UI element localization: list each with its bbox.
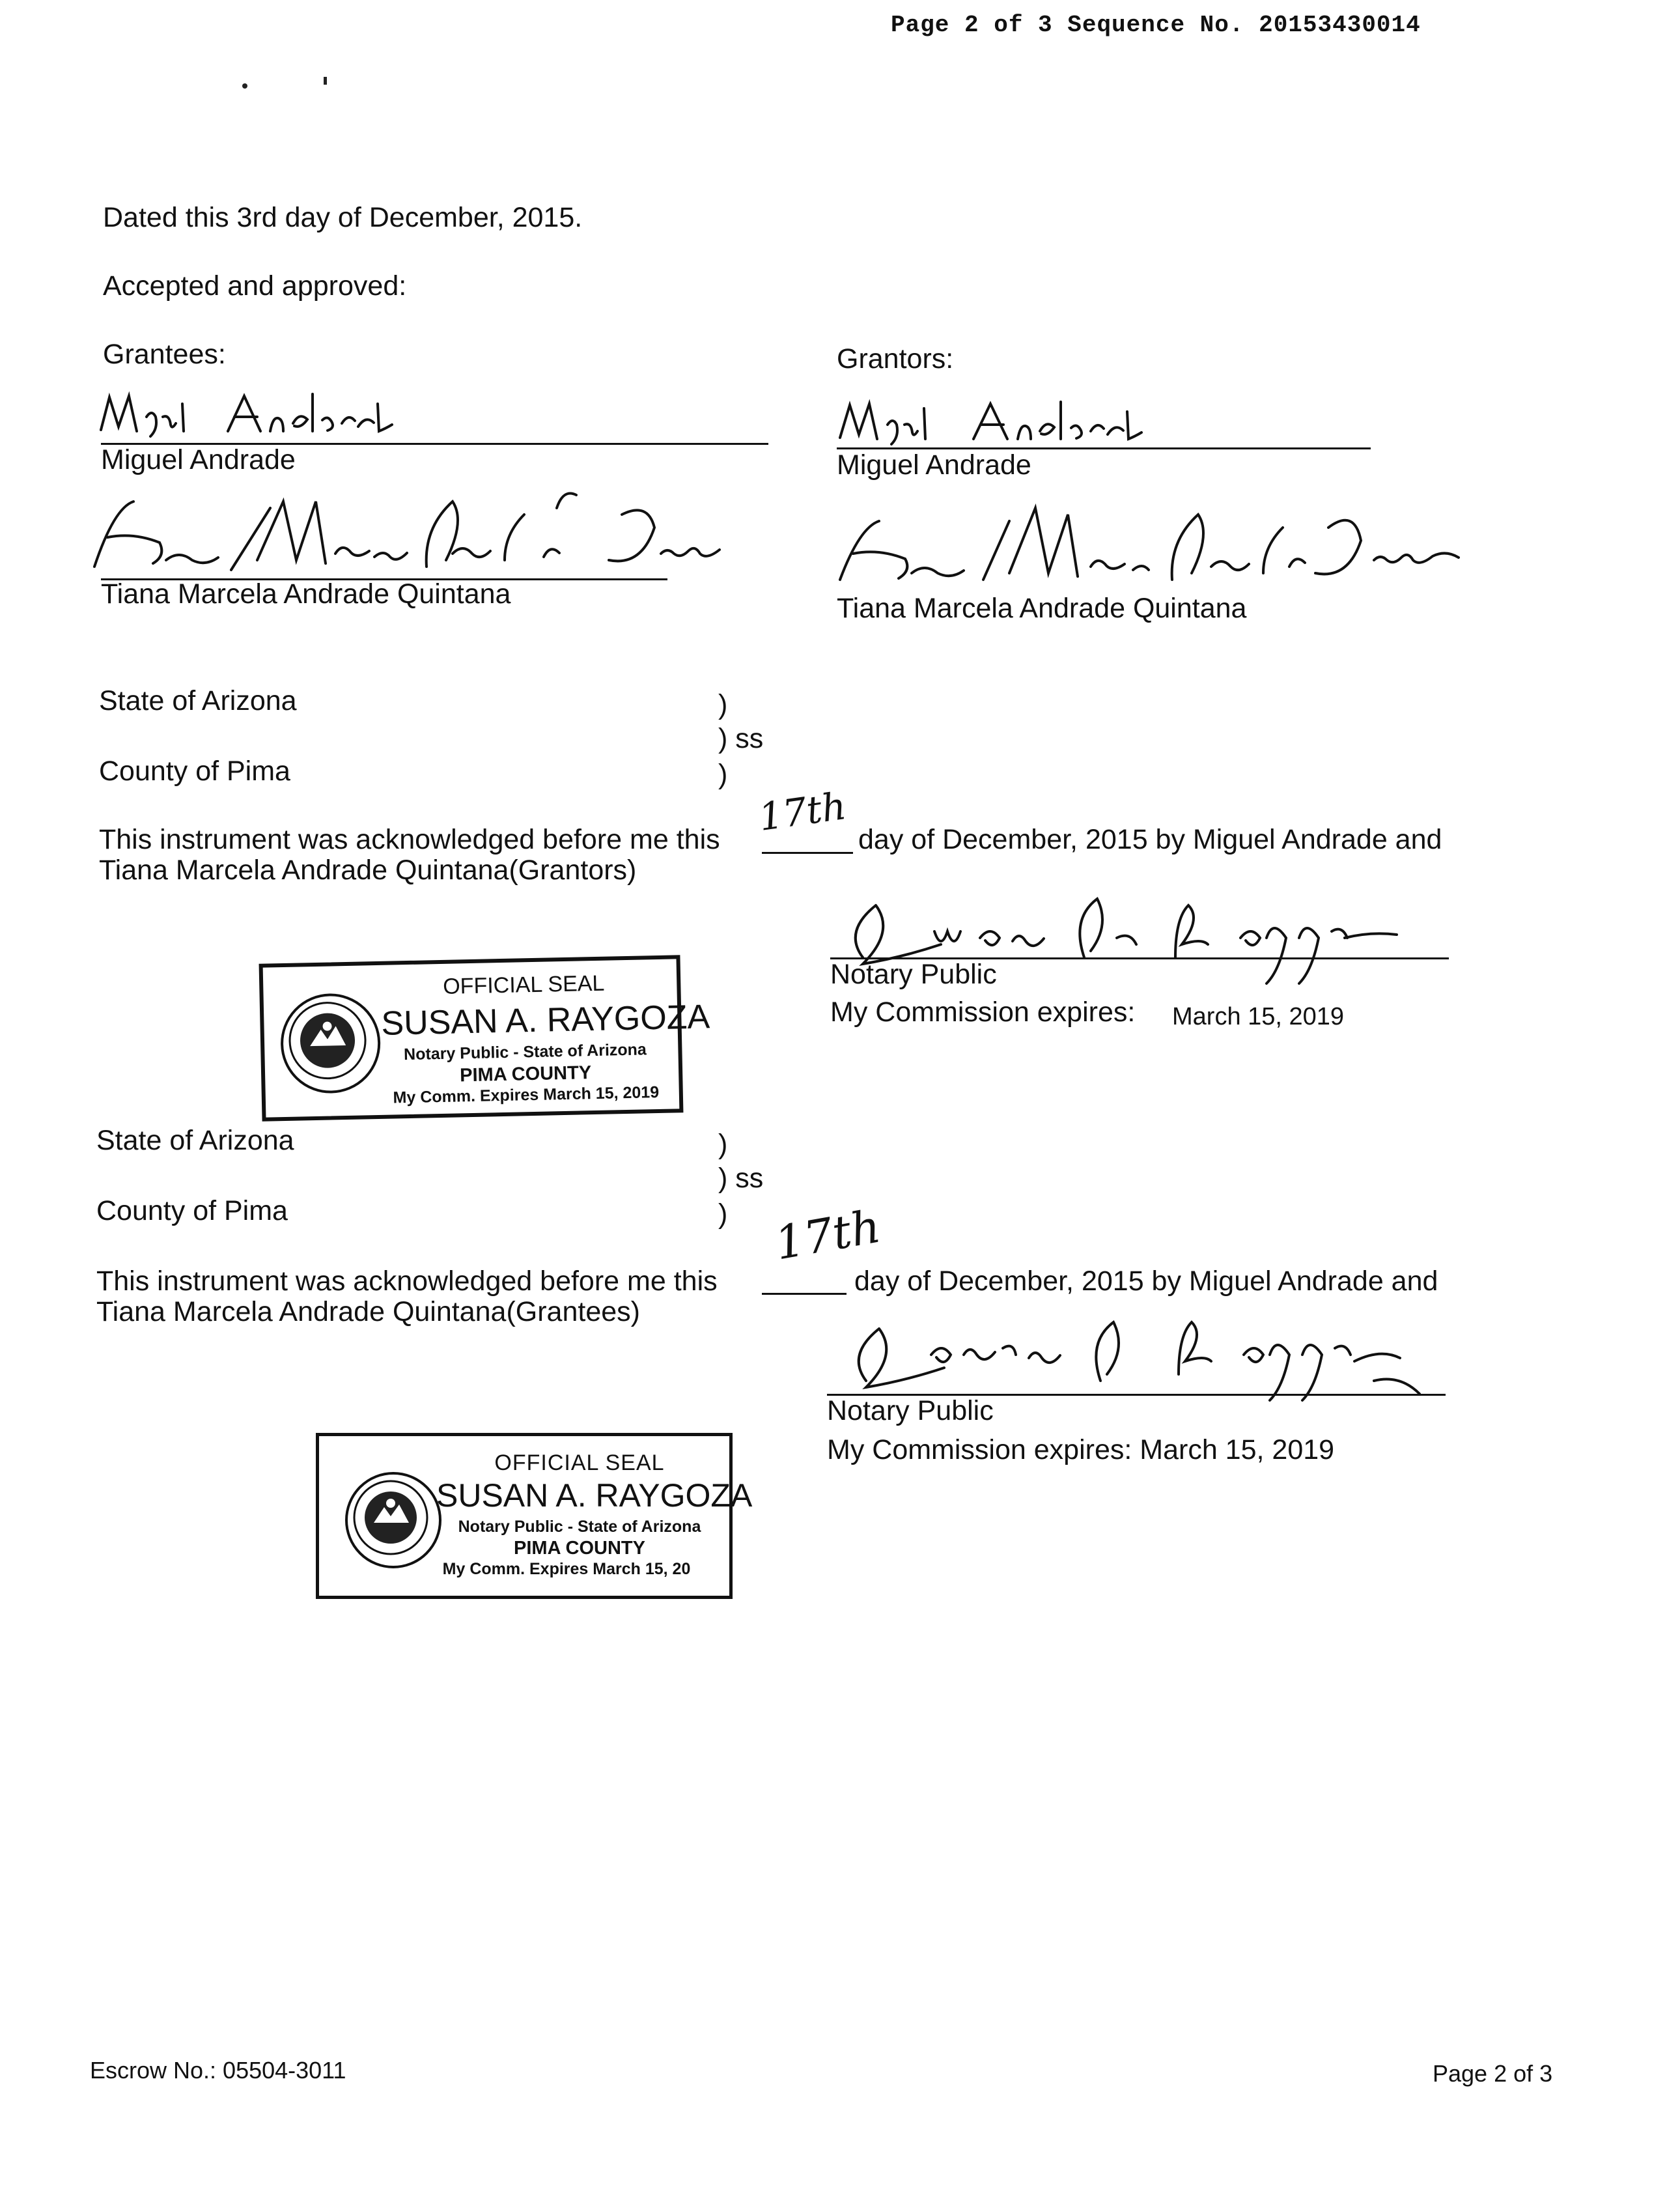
dated-line: Dated this 3rd day of December, 2015.: [103, 202, 583, 233]
arizona-seal-emblem: [280, 993, 382, 1094]
seal-line1: Notary Public - State of Arizona: [403, 1040, 647, 1064]
grantor-tiana-signature: [833, 495, 1472, 596]
scan-speck: [242, 83, 247, 89]
escrow-number: Escrow No.: 05504-3011: [90, 2057, 346, 2084]
day-blank-line: [762, 852, 853, 854]
ack1-notary-public: Notary Public: [830, 959, 997, 990]
ack1-paren-ss: ) ss: [718, 723, 764, 754]
seal-line3: My Comm. Expires March 15, 2019: [393, 1082, 660, 1107]
grantee-signer2-name: Tiana Marcela Andrade Quintana: [101, 578, 511, 610]
ack2-line1-prefix: This instrument was acknowledged before me this: [96, 1266, 718, 1297]
seal-line2: PIMA COUNTY: [514, 1538, 645, 1559]
ack2-notary-public: Notary Public: [827, 1395, 994, 1426]
arizona-seal-emblem: [345, 1472, 441, 1568]
ack2-line1-suffix: day of December, 2015 by Miguel Andrade and: [854, 1266, 1438, 1297]
ack1-county: County of Pima: [99, 756, 290, 787]
grantor-signer2-name: Tiana Marcela Andrade Quintana: [837, 593, 1247, 624]
seal-line3: My Comm. Expires March 15, 20: [442, 1560, 691, 1578]
official-seal-stamp: [316, 1433, 753, 1599]
ack1-line1-suffix: day of December, 2015 by Miguel Andrade and: [858, 824, 1442, 855]
grantors-label: Grantors:: [837, 343, 954, 375]
seal-title: OFFICIAL SEAL: [442, 970, 605, 999]
ack2-paren-bottom: ): [718, 1198, 728, 1230]
day-blank-line: [762, 1293, 847, 1295]
ack2-paren-top: ): [718, 1129, 728, 1160]
accepted-line: Accepted and approved:: [103, 270, 407, 302]
scan-speck: [324, 77, 327, 85]
ack2-paren-ss: ) ss: [718, 1163, 764, 1194]
seal-title: OFFICIAL SEAL: [494, 1450, 665, 1475]
ack2-county: County of Pima: [96, 1195, 288, 1226]
grantor-miguel-signature: [837, 399, 1149, 451]
ack1-paren-top: ): [718, 689, 728, 720]
seal-line1: Notary Public - State of Arizona: [458, 1518, 701, 1536]
grantees-label: Grantees:: [103, 339, 226, 370]
ack1-commission-date: March 15, 2019: [1172, 1003, 1345, 1030]
ack2-line2: Tiana Marcela Andrade Quintana(Grantees): [96, 1296, 640, 1327]
ack1-line1-prefix: This instrument was acknowledged before me this: [99, 824, 720, 855]
ack2-commission: My Commission expires: March 15, 2019: [827, 1434, 1335, 1465]
page-number: Page 2 of 3: [1433, 2060, 1553, 2087]
grantee-miguel-signature: [98, 391, 397, 446]
ack2-state: State of Arizona: [96, 1125, 294, 1156]
grantor-signer1-name: Miguel Andrade: [837, 449, 1031, 481]
seal-line2: PIMA COUNTY: [459, 1062, 592, 1086]
ack1-paren-bottom: ): [718, 759, 728, 790]
ack2-handwritten-day: 17th: [771, 1199, 885, 1271]
ack1-handwritten-day: 17th: [755, 783, 849, 840]
grantee-tiana-signature: [88, 482, 739, 583]
ack1-state: State of Arizona: [99, 685, 297, 716]
seal-name: SUSAN A. RAYGOZA: [380, 998, 710, 1043]
official-seal-stamp: [259, 955, 710, 1121]
seal-name: SUSAN A. RAYGOZA: [436, 1477, 753, 1514]
ack1-commission-label: My Commission expires:: [830, 997, 1136, 1028]
grantee-signer1-name: Miguel Andrade: [101, 444, 296, 475]
ack1-line2: Tiana Marcela Andrade Quintana(Grantors): [99, 855, 637, 886]
page-sequence-header: Page 2 of 3 Sequence No. 20153430014: [891, 12, 1421, 38]
